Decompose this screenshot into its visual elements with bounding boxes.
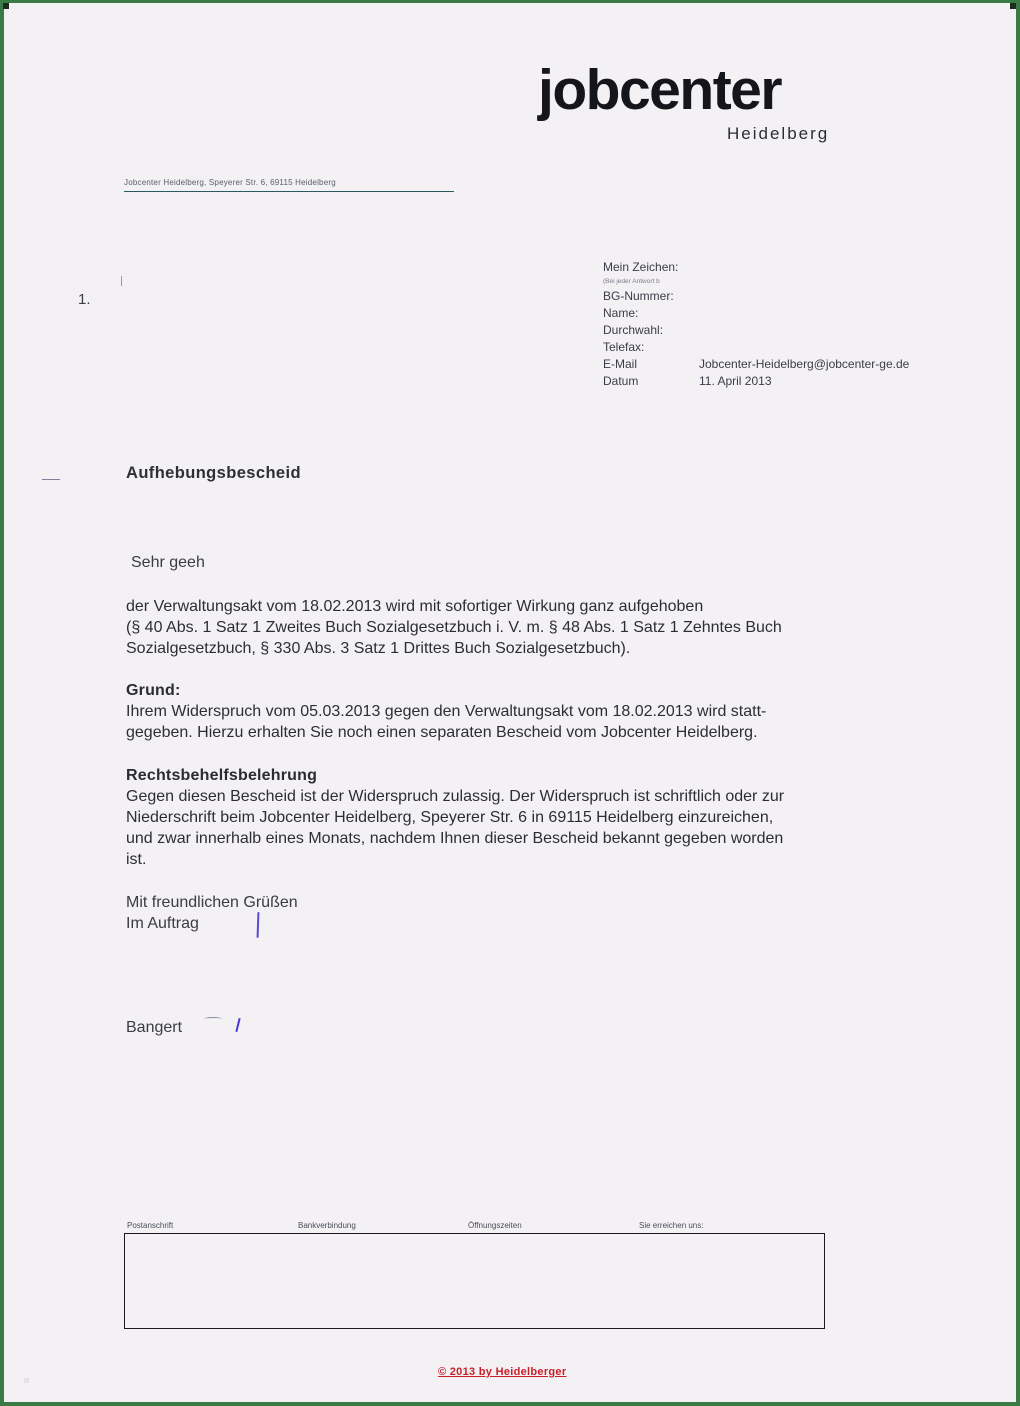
text-line: Sozialgesetzbuch, § 330 Abs. 3 Satz 1 Drittes Buch Sozialgesetzbuch). (126, 640, 631, 657)
info-label: Mein Zeichen: (603, 260, 679, 274)
info-row (603, 276, 909, 288)
corner-mark (1010, 3, 1016, 9)
info-row (603, 356, 909, 373)
info-label: BG-Nummer: (603, 289, 674, 303)
on-behalf-label: Im Auftrag (126, 915, 199, 932)
info-label: E-Mail (603, 357, 638, 371)
salutation: Sehr geeh (131, 554, 205, 571)
info-label: Datum (603, 374, 639, 388)
info-label: Name: (603, 306, 639, 320)
sender-address-line: Jobcenter Heidelberg, Speyerer Str. 6, 69115 Heidelberg (124, 178, 454, 192)
closing-block (126, 892, 298, 934)
footer-label-contact: Sie erreichen uns: (639, 1221, 704, 1230)
text-line: gegeben. Hierzu erhalten Sie noch einen separaten Bescheid vom Jobcenter Heidelberg. (126, 724, 758, 741)
text-line: Gegen diesen Bescheid ist der Widerspruch zulassig. Der Widerspruch ist schriftlich oder zur (126, 788, 785, 805)
footer-label-oeffnungszeiten: Öffnungszeiten (468, 1221, 522, 1230)
info-label: Durchwahl: (603, 323, 664, 337)
signature-ink-mark (235, 1018, 240, 1032)
info-value: Jobcenter-Heidelberg@jobcenter-ge.de (699, 357, 910, 371)
reason-heading: Grund: (126, 682, 181, 699)
text-line: und zwar innerhalb eines Monats, nachdem Ihnen dieser Bescheid bekannt gegeben worden (126, 830, 784, 847)
info-value: 11. April 2013 (699, 374, 772, 388)
info-row (603, 322, 909, 339)
text-line: ist. (126, 851, 147, 868)
info-label: (Bei jeder Antwort b (603, 278, 660, 285)
signature-ink-mark (204, 1017, 222, 1021)
closing-greeting: Mit freundlichen Grüßen (126, 894, 298, 911)
decision-paragraph (126, 596, 782, 659)
logo-city: Heidelberg (727, 124, 830, 143)
scan-speck (24, 1378, 29, 1383)
text-line: Ihrem Widerspruch vom 05.03.2013 gegen den Verwaltungsakt vom 18.02.2013 wird statt- (126, 703, 767, 720)
recipient-numbering: 1. (78, 291, 91, 308)
corner-mark (3, 3, 9, 9)
signer-name: Bangert (126, 1019, 183, 1036)
info-row (603, 305, 909, 322)
reason-section (126, 680, 766, 743)
reference-info-block (603, 259, 909, 390)
text-line: Niederschrift beim Jobcenter Heidelberg, Speyerer Str. 6 in 69115 Heidelberg einzureichen, (126, 809, 774, 826)
margin-dash (42, 479, 60, 480)
text-line: der Verwaltungsakt vom 18.02.2013 wird mit sofortiger Wirkung ganz aufgehoben (126, 598, 704, 615)
footer-label-postanschrift: Postanschrift (127, 1221, 174, 1230)
document-title: Aufhebungsbescheid (126, 464, 301, 482)
info-row (603, 373, 909, 390)
footer-label-bankverbindung: Bankverbindung (298, 1221, 356, 1230)
info-row (603, 339, 909, 356)
copyright-link[interactable]: © 2013 by Heidelberger (438, 1366, 567, 1378)
jobcenter-logo: jobcenter (538, 58, 782, 122)
info-row (603, 259, 909, 276)
fold-marker (121, 276, 122, 286)
legal-remedy-heading: Rechtsbehelfsbelehrung (126, 767, 318, 784)
text-line: (§ 40 Abs. 1 Satz 1 Zweites Buch Sozialgesetzbuch i. V. m. § 48 Abs. 1 Satz 1 Zehntes Buch (126, 619, 782, 636)
legal-remedy-section (126, 765, 784, 870)
footer-info-box (124, 1233, 825, 1329)
info-label: Telefax: (603, 340, 645, 354)
info-row (603, 288, 909, 305)
